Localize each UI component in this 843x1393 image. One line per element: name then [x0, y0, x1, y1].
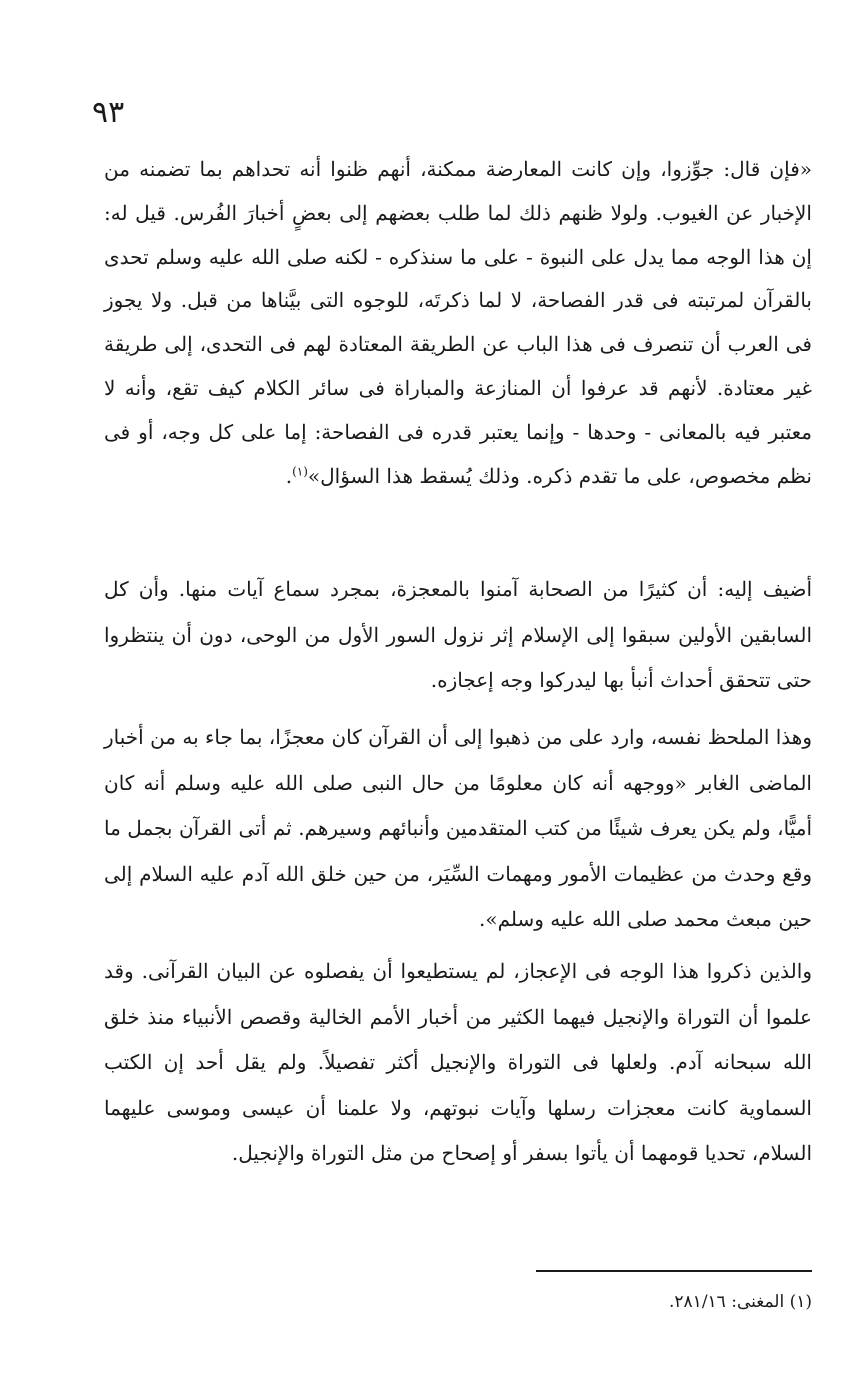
footnote-divider [536, 1270, 812, 1272]
body-paragraph: أضيف إليه: أن كثيرًا من الصحابة آمنوا بالمعجزة، بمجرد سماع آيات منها. وأن كل السابقين الأولين سبقوا إلى الإسلام إثر نزول السور الأول من الوحى، دون أن ينتظروا حتى تتحقق أحداث أنبأ بها ليدركوا وجه إعجازه. [104, 577, 812, 692]
page-number: ٩٣ [92, 95, 125, 130]
body-paragraph: وهذا الملحظ نفسه، وارد على من ذهبوا إلى أن القرآن كان معجزًا، بما جاء به من أخبار الماضى الغابر «ووجهه أنه كان معلومًا من حال النبى صلى الله عليه وسلم أنه كان أميًّا، ولم يكن يعرف شيئًا من كتب المتقدمين وأنبائهم وسيرهم. ثم أتى القرآن بجمل ما وقع وحدث من عظيمات الأمور ومهمات السِّيَر، من حين خلق الله آدم عليه السلام إلى حين مبعث محمد صلى الله عليه وسلم». [104, 725, 812, 931]
footnote-reference: (١) [292, 463, 308, 478]
body-paragraph: والذين ذكروا هذا الوجه فى الإعجاز، لم يستطيعوا أن يفصلوه عن البيان القرآنى. وقد علموا أن التوراة والإنجيل فيهما الكثير من أخبار الأمم الخالية وقصص الأنبياء منذ خلق الله سبحانه آدم. ولعلها فى التوراة والإنجيل أكثر تفصيلاً. ولم يقل أحد إن الكتب السماوية كانت معجزات رسلها وآيات نبوتهم، ولا علمنا أن عيسى وموسى عليهما السلام، تحديا قومهما أن يأتوا بسفر أو إصحاح من مثل التوراة والإنجيل. [104, 959, 812, 1165]
closing-period: . [285, 463, 293, 488]
footnote: (١) المغنى: ٢٨١/١٦. [669, 1292, 812, 1312]
paragraph-text: «فإن قال: جوِّزوا، وإن كانت المعارضة ممكنة، أنهم ظنوا أنه تحداهم بما تضمنه من الإخبار عن الغيوب. ولولا ظنهم ذلك لما طلب بعضهم إلى بعضٍ أخبارَ الفُرس. قيل له: إن هذا الوجه مما يدل على النبوة - على ما سنذكره - لكنه صلى الله عليه وسلم تحدى بالقرآن لمرتبته فى قدر الفصاحة، لا لما ذكرتَه، للوجوه التى بيَّناها من قبل. ولا يجوز فى العرب أن تنصرف فى هذا الباب عن الطريقة المعتادة لهم فى التحدى، إلى طريقة غير معتادة. لأنهم قد عرفوا أن المنازعة والمباراة فى سائر الكلام كيف تقع، وأنه لا معتبر فيه بالمعانى - وحدها - وإنما يعتبر قدره فى الفصاحة: إما على كل وجه، أو فى نظم مخصوص، على ما تقدم ذكره. وذلك يُسقط هذا السؤال» [104, 157, 812, 488]
quoted-paragraph [104, 148, 812, 498]
